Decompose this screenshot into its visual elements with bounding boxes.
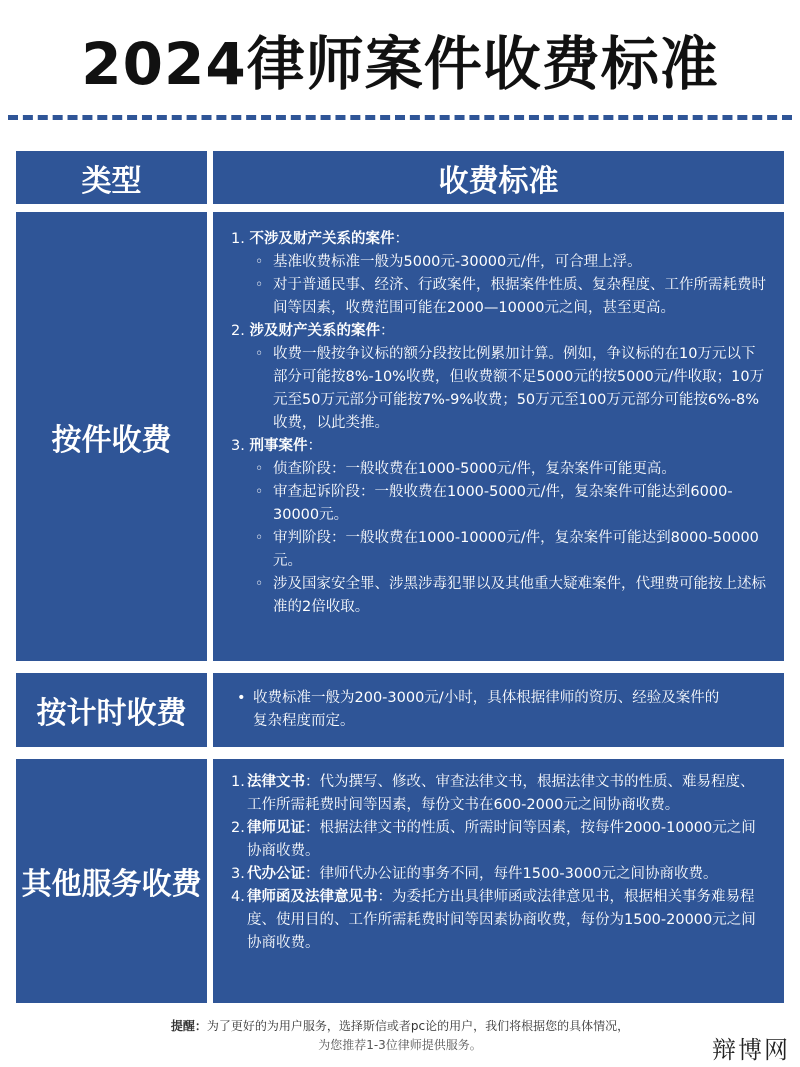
list-item: ◦ 对于普通民事、经济、行政案件，根据案件性质、复杂程度、工作所需耗费时间等因素，收费范围可能在2000—10000元之间，甚至更高。 [273, 274, 768, 320]
row-other-type-label: 其他服务收费 [21, 867, 202, 902]
piece-section-3: 3. 刑事案件： ◦ 侦查阶段：一般收费在1000-5000元/件，复杂案件可能更高。 ◦ 审查起诉阶段：一般收费在1000-5000元/件，复杂案件可能达到6000-30000元。 ◦ 审判阶段：一般收费在1000-10000元/件，复杂案件可能达到8000-50000元。 ◦ 涉及国家安全罪、涉黑涉毒犯罪以及其他重大疑难案件，代理费可能按上述标准的2倍收取。 [231, 435, 768, 619]
list-item: ◦ 收费一般按争议标的额分段按比例累加计算。例如，争议标的在10万元以下部分可能按8%-10%收费，但收费额不足5000元的按5000元/件收取；10万元至50万元部分可能按7%-9%收费；50万元至100万元部分可能按6%-8%收费，以此类推。 [273, 343, 768, 435]
row-other-content-cell [213, 759, 784, 1003]
footer-text-1: 为了更好的为用户服务，选择斯信或者pc论的用户，我们将根据您的具体情况， [206, 1019, 630, 1033]
list-item: ◦ 基准收费标准一般为5000元-30000元/件，可合理上浮。 [273, 251, 768, 274]
piece-section-2: 2. 涉及财产关系的案件： ◦ 收费一般按争议标的额分段按比例累加计算。例如，争议标的在10万元以下部分可能按8%-10%收费，但收费额不足5000元的按5000元/件收取；10万元至50万元部分可能按7%-9%收费；50万元至100万元部分可能按6%-8%收费，以此类推。 [231, 320, 768, 435]
watermark: 辩博网 [708, 1030, 794, 1065]
list-item: 1. 法律文书：代为撰写、修改、审查法律文书，根据法律文书的性质、难易程度、工作所需耗费时间等因素，每份文书在600-2000元之间协商收费。 [231, 774, 755, 813]
row-hourly-type-label: 按计时收费 [36, 696, 187, 731]
list-item: ◦ 涉及国家安全罪、涉黑涉毒犯罪以及其他重大疑难案件，代理费可能按上述标准的2倍收取。 [273, 573, 768, 619]
row-hourly-type-cell [16, 673, 207, 747]
list-item: ◦ 侦查阶段：一般收费在1000-5000元/件，复杂案件可能更高。 [273, 458, 768, 481]
row-other-type-cell [16, 759, 207, 1003]
list-item: 4. 律师函及法律意见书：为委托方出具律师函或法律意见书，根据相关事务难易程度、使用目的、工作所需耗费时间等因素协商收费，每份为1500-20000元之间协商收费。 [231, 889, 756, 951]
list-item: • 收费标准一般为200-3000元/小时，具体根据律师的资历、经验及案件的复杂程度而定。 [253, 687, 724, 733]
footer-line-2: 为您推荐1-3位律师提供服务。 [318, 1038, 482, 1052]
piece-section-1: 1. 不涉及财产关系的案件： ◦ 基准收费标准一般为5000元-30000元/件，可合理上浮。 ◦ 对于普通民事、经济、行政案件，根据案件性质、复杂程度、工作所需耗费时间等因素，收费范围可能在2000—10000元之间，甚至更高。 [231, 228, 768, 320]
footer-label: 提醒： [170, 1019, 207, 1033]
list-item: 3. 代办公证：律师代办公证的事务不同，每件1500-3000元之间协商收费。 [231, 866, 718, 882]
row-piece-type-label: 按件收费 [51, 422, 172, 458]
row-other-content [231, 771, 768, 955]
list-item: ◦ 审判阶段：一般收费在1000-10000元/件，复杂案件可能达到8000-50000元。 [273, 527, 768, 573]
header-type-label: 类型 [81, 163, 142, 199]
header-standard-label: 收费标准 [438, 163, 559, 199]
header-type-cell [16, 151, 207, 204]
row-hourly-content-cell [213, 673, 784, 747]
page-title: 2024律师案件收费标准 [81, 30, 719, 98]
list-item: 2. 律师见证：根据法律文书的性质、所需时间等因素，按每件2000-10000元之间协商收费。 [231, 820, 756, 859]
row-piece-content [231, 228, 768, 619]
piece-section-2-title: 涉及财产关系的案件 [249, 323, 380, 339]
header-standard-cell [213, 151, 784, 204]
row-hourly-content [231, 687, 724, 733]
row-piece-type-cell [16, 212, 207, 661]
row-piece-content-cell [213, 212, 784, 661]
piece-section-1-title: 不涉及财产关系的案件 [249, 231, 395, 247]
title-divider [8, 115, 792, 120]
piece-section-3-title: 刑事案件 [249, 438, 308, 454]
footer-line-1 [0, 1017, 800, 1035]
list-item: ◦ 审查起诉阶段：一般收费在1000-5000元/件，复杂案件可能达到6000-30000元。 [273, 481, 768, 527]
